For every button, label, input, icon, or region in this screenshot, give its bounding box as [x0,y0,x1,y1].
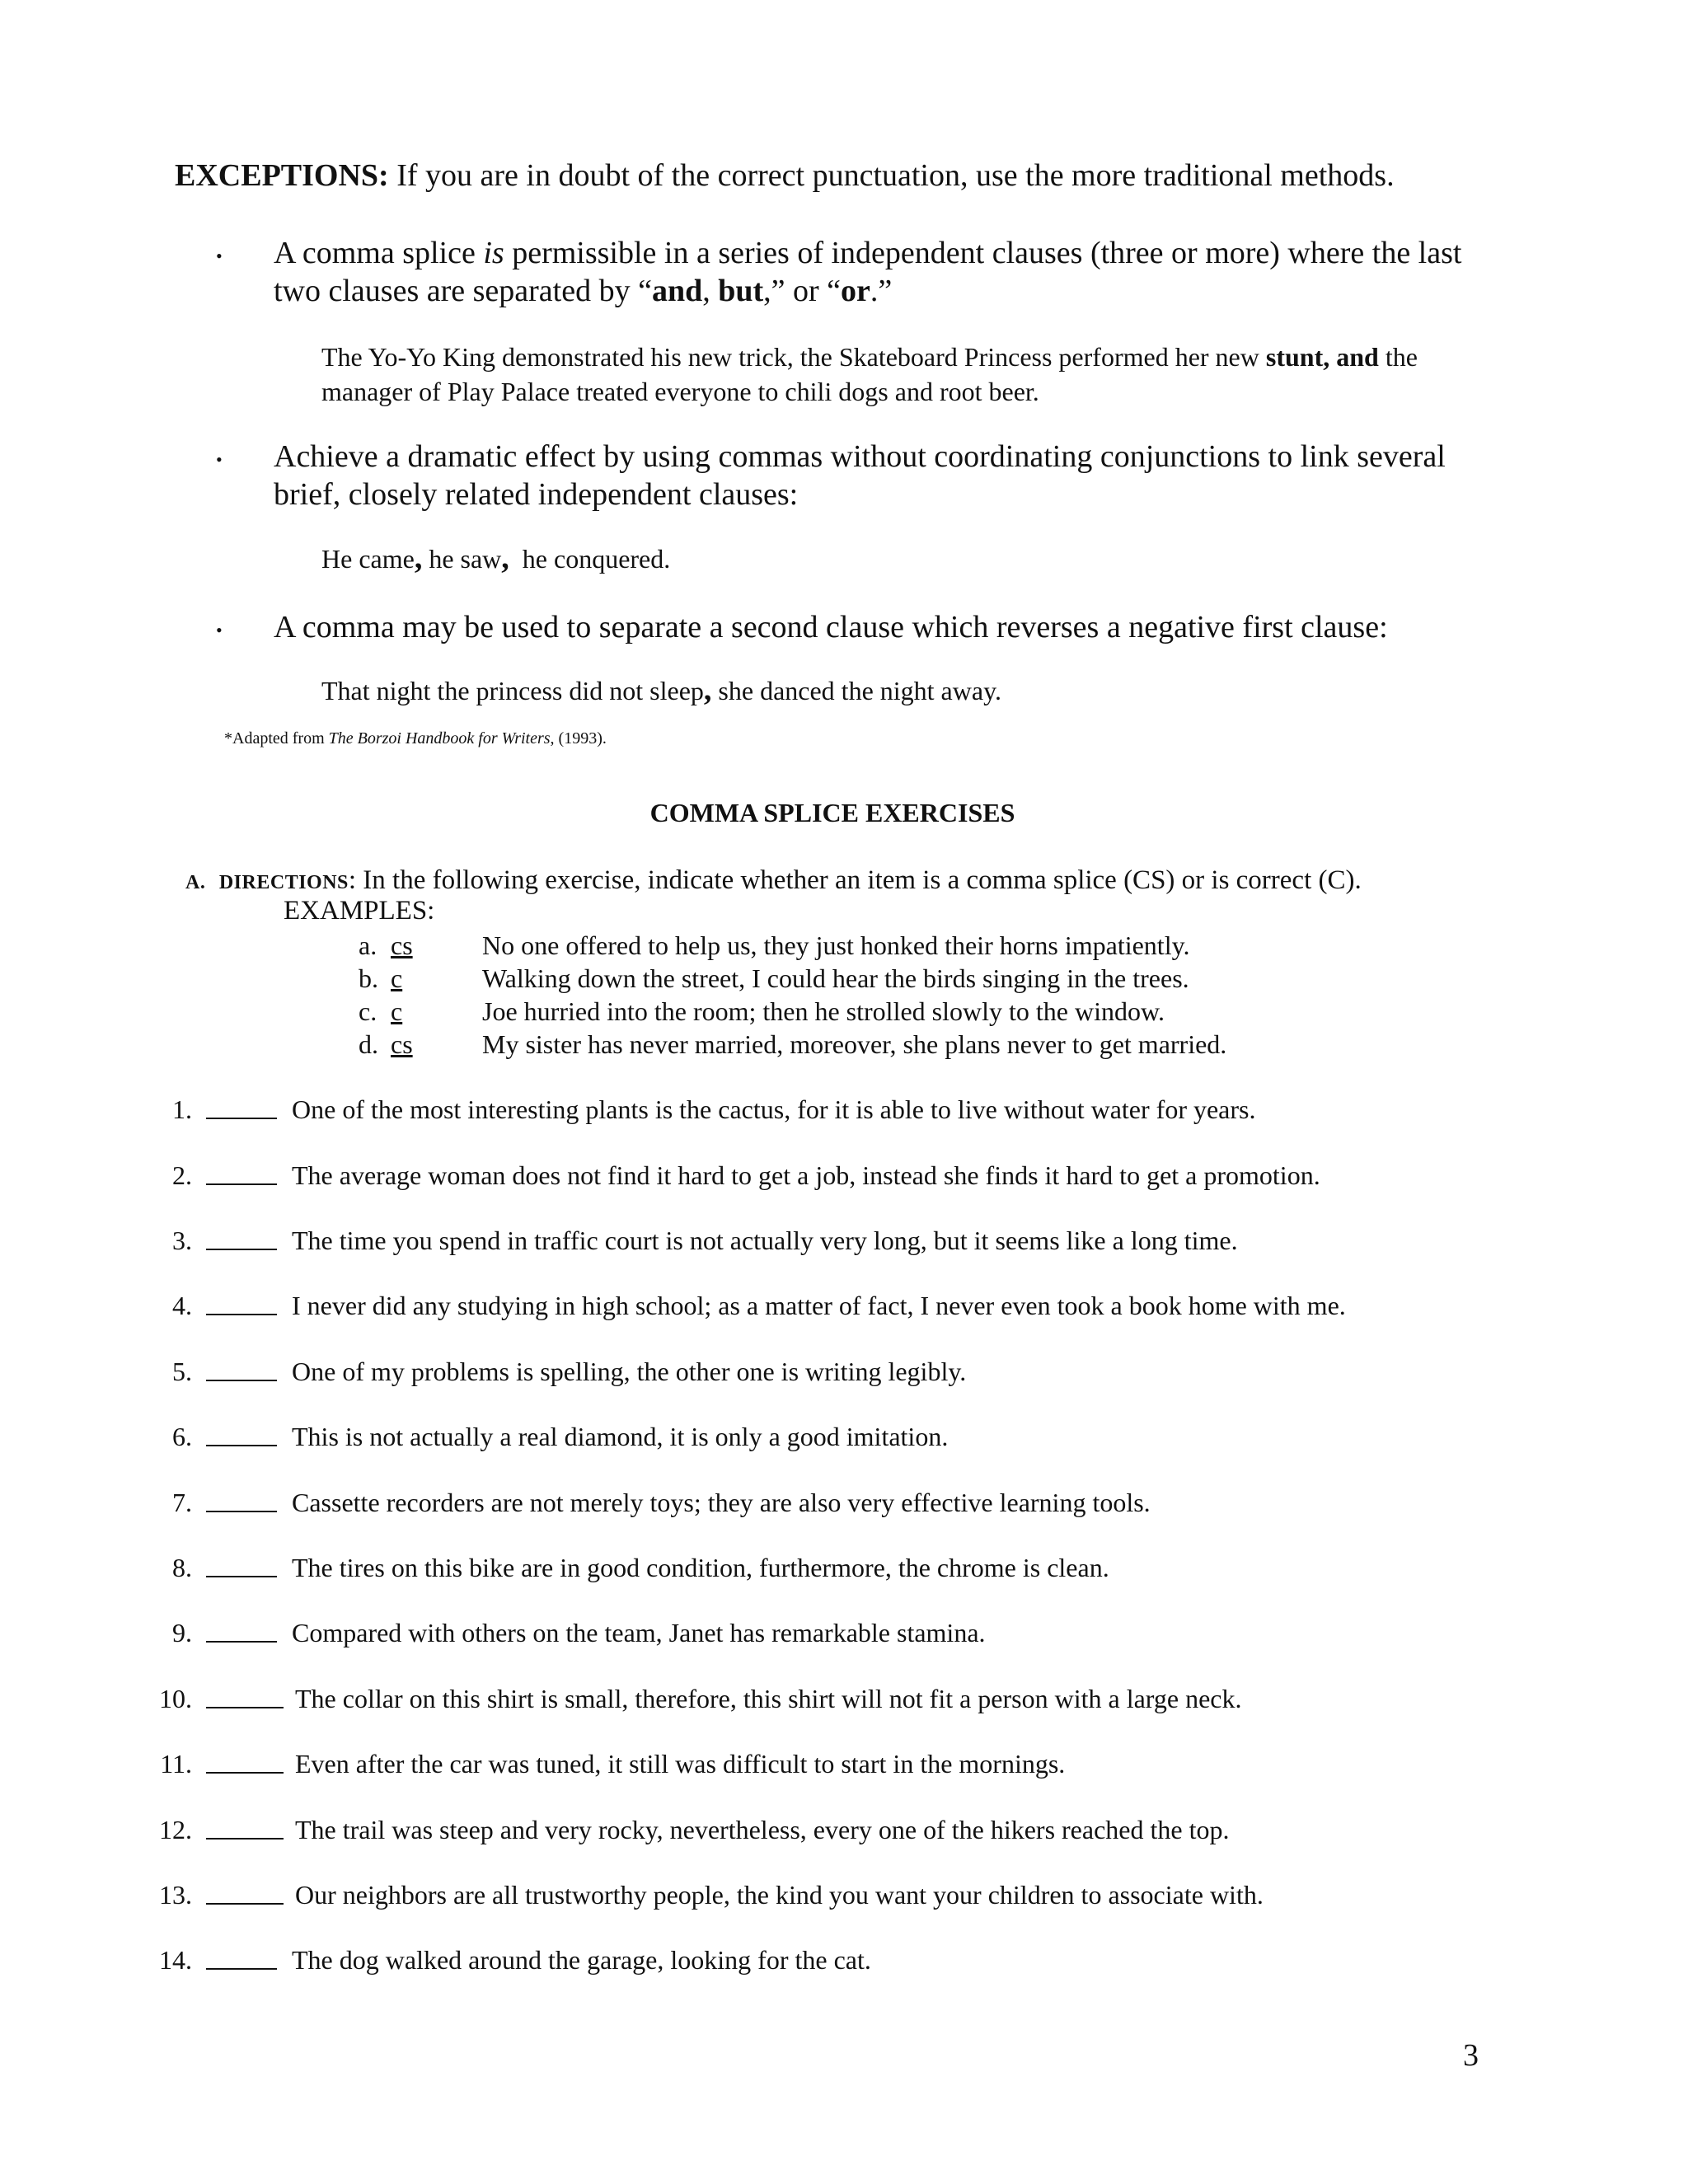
example-sentence: My sister has never married, moreover, she plans never to get married. [482,1029,1227,1059]
exceptions-text: If you are in doubt of the correct punctuation, use the more traditional methods. [388,158,1395,193]
item-number: 6. [172,1422,192,1451]
exercise-item [0,1878,1688,1911]
bullet-1-bold-or: or [841,274,870,308]
bullet-1-text-a: A comma splice [274,236,484,270]
example-row [0,929,1688,962]
example-sentence: No one offered to help us, they just honked their horns impatiently. [482,930,1190,960]
bullet-1-text-c: two clauses are separated by “ [274,274,652,308]
example-answer: cs [391,930,413,960]
answer-blank[interactable] [206,1486,277,1512]
answer-blank[interactable] [206,1682,284,1708]
item-sentence: The dog walked around the garage, looking for the cat. [292,1945,871,1975]
answer-blank[interactable] [206,1747,284,1774]
item-number: 12. [159,1815,192,1844]
section-title: COMMA SPLICE EXERCISES [649,798,1015,827]
exercise-item [0,1486,1688,1519]
item-number: 11. [160,1749,192,1779]
item-number: 3. [172,1226,192,1255]
example-sentence: Joe hurried into the room; then he strolled slowly to the window. [482,996,1165,1026]
example-bold-comma: , [703,673,712,707]
exceptions-label: EXCEPTIONS: [175,158,389,193]
item-sentence: I never did any studying in high school; as a matter of fact, I never even took a book home with me. [292,1291,1346,1320]
answer-blank[interactable] [206,1289,277,1315]
example-row [0,995,1688,1028]
item-sentence: The time you spend in traffic court is not actually very long, but it seems like a long time. [292,1226,1238,1255]
example-text: The Yo-Yo King demonstrated his new trick, the Skateboard Princess performed her new [321,342,1266,372]
item-sentence: Compared with others on the team, Janet has remarkable stamina. [292,1618,986,1647]
exercise-item [0,1551,1688,1584]
item-sentence: One of my problems is spelling, the other one is writing legibly. [292,1357,967,1386]
example-letter: d. [359,1029,378,1059]
bullet-2 [216,438,1617,513]
footnote-text: *Adapted from [224,729,329,748]
exercise-item [0,1159,1688,1192]
bullet-1-text-f: .” [870,274,893,308]
example-row [0,1028,1688,1061]
bullet-1-example-line-1 [321,340,1418,374]
answer-blank[interactable] [206,1813,284,1840]
item-sentence: One of the most interesting plants is the cactus, for it is able to live without water for years. [292,1094,1256,1124]
bullet-2-example [321,541,670,576]
directions-text: : In the following exercise, indicate whether an item is a comma splice (CS) or is correct (C). [348,865,1362,895]
item-sentence: The tires on this bike are in good condition, furthermore, the chrome is clean. [292,1553,1109,1582]
bullet-1-text-d: , [702,274,719,308]
answer-blank[interactable] [206,1551,277,1577]
example-sentence: Walking down the street, I could hear the birds singing in the trees. [482,963,1189,993]
example-text: That night the princess did not sleep [321,676,704,705]
example-bold: stunt, and [1265,342,1379,372]
example-text: he saw [422,544,502,574]
exercise-item [0,1616,1688,1649]
example-letter: c. [359,996,377,1026]
answer-blank[interactable] [206,1159,277,1185]
item-number: 9. [172,1618,192,1647]
answer-blank[interactable] [206,1943,277,1970]
exercise-item [0,1355,1688,1388]
examples-label: EXAMPLES: [284,896,435,926]
example-text: she danced the night away. [711,676,1001,705]
item-number: 8. [172,1553,192,1582]
example-text: He came [321,544,415,574]
item-number: 2. [172,1160,192,1190]
exercise-item [0,1224,1688,1257]
exercise-item [0,1420,1688,1453]
page-number: 3 [1463,2038,1479,2073]
bullet-2-line-2: brief, closely related independent clauses: [274,477,799,512]
directions [185,864,1362,899]
bullet-dot-icon: • [216,246,223,266]
bullet-1-bold-but: but [718,274,764,308]
example-bold-comma: , [414,541,423,575]
example-answer: cs [391,1029,413,1059]
item-number: 10. [159,1684,192,1713]
item-sentence: The trail was steep and very rocky, nevertheless, every one of the hikers reached the top. [295,1815,1230,1844]
bullet-2-line-1: Achieve a dramatic effect by using commas without coordinating conjunctions to link several [274,439,1446,474]
bullet-3-line-1: A comma may be used to separate a second clause which reverses a negative first clause: [274,610,1388,644]
item-sentence: The collar on this shirt is small, therefore, this shirt will not fit a person with a large neck. [295,1684,1242,1713]
footnote-title: The Borzoi Handbook for Writers [328,729,551,748]
item-sentence: Cassette recorders are not merely toys; they are also very effective learning tools. [292,1488,1151,1517]
answer-blank[interactable] [206,1616,277,1643]
example-text: the [1378,342,1418,372]
exercise-item [0,1289,1688,1322]
answer-blank[interactable] [206,1093,277,1119]
item-number: 14. [159,1945,192,1975]
item-number: 4. [172,1291,192,1320]
bullet-1-text-b: permissible in a series of independent clauses (three or more) where the last [504,236,1462,270]
example-answer: c [391,996,403,1026]
item-sentence: The average woman does not find it hard to get a job, instead she finds it hard to get a promotion. [292,1160,1320,1190]
item-number: 13. [159,1880,192,1910]
bullet-1-bold-and: and [651,274,703,308]
footnote-text: , (1993). [550,729,607,748]
answer-blank[interactable] [206,1878,284,1905]
bullet-1-text-e: ,” or “ [763,274,842,308]
item-number: 5. [172,1357,192,1386]
example-row [0,962,1688,995]
example-letter: b. [359,963,378,993]
bullet-1-example-line-2: manager of Play Palace treated everyone to chili dogs and root beer. [321,377,1039,406]
directions-label: DIRECTIONS [218,872,349,893]
example-letter: a. [359,930,377,960]
exercise-item [0,1813,1688,1846]
directions-prefix: A. [185,872,206,893]
exercise-item [0,1747,1688,1780]
bullet-1 [216,234,1617,310]
item-sentence: This is not actually a real diamond, it is only a good imitation. [292,1422,949,1451]
answer-blank[interactable] [206,1224,277,1250]
example-text: he conquered. [509,544,671,574]
bullet-dot-icon: • [216,620,223,640]
item-number: 7. [172,1488,192,1517]
exercise-item [0,1943,1688,1976]
bullet-1-line-1 [274,234,1461,272]
answer-blank[interactable] [206,1355,277,1381]
answer-blank[interactable] [206,1420,277,1446]
example-answer: c [391,963,403,993]
bullet-3 [216,608,1617,646]
item-sentence: Our neighbors are all trustworthy people, the kind you want your children to associate with. [295,1880,1264,1910]
item-number: 1. [172,1094,192,1124]
exceptions-heading [175,157,1395,194]
bullet-3-example [321,673,1001,708]
exercise-item [0,1682,1688,1715]
bullet-1-line-2 [274,272,892,310]
item-sentence: Even after the car was tuned, it still was difficult to start in the mornings. [295,1749,1066,1779]
bullet-dot-icon: • [216,449,223,470]
bullet-1-italic: is [483,236,504,270]
footnote [224,728,607,749]
exercise-item [0,1093,1688,1126]
example-bold-comma: , [501,541,509,575]
